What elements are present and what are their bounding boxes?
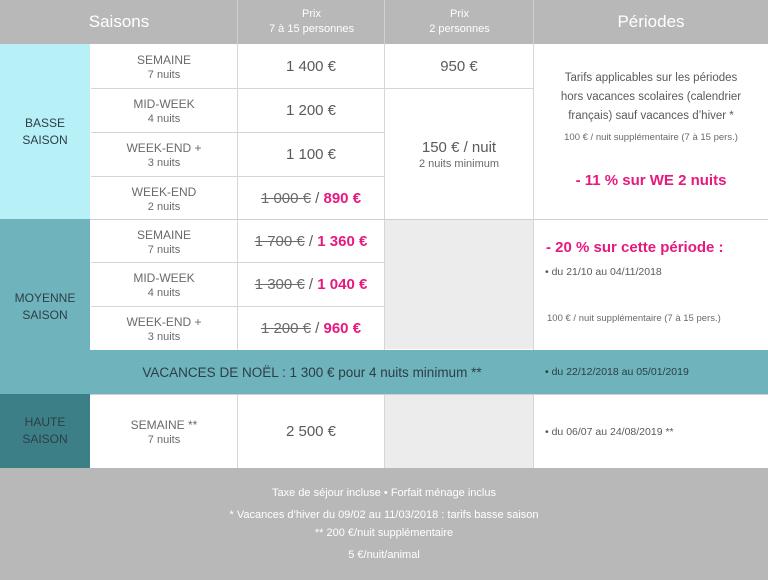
basse-row-2-label	[91, 89, 237, 132]
price-separator: /	[310, 189, 324, 207]
two-persons-semaine: 950 €	[385, 45, 533, 88]
old-price: 1 200 €	[260, 319, 311, 337]
footer-line-2: * Vacances d’hiver du 09/02 au 11/03/2018 : tarifs basse saison	[229, 509, 539, 521]
header-prix-sub: 7 à 15 personnes	[268, 23, 354, 35]
periods-moyenne-dates: • du 21/10 au 04/11/2018	[545, 266, 662, 278]
header-prix2-sub: 2 personnes	[429, 23, 490, 35]
row-label: SEMAINE	[136, 53, 191, 67]
row-label: WEEK-END	[131, 184, 197, 199]
col-divider	[533, 44, 534, 350]
old-price: 1 000 €	[260, 189, 311, 207]
moyenne-row-1-label	[91, 220, 237, 262]
old-price: 1 300 €	[254, 276, 305, 293]
footer-line-1: Taxe de séjour incluse • Forfait ménage inclus	[272, 487, 496, 499]
col-divider	[237, 44, 238, 350]
moyenne-row-2-price	[238, 263, 384, 306]
row-divider	[238, 132, 384, 133]
header-divider	[384, 0, 385, 44]
two-persons-moyenne-empty	[385, 220, 533, 349]
basse-row-2-price: 1 200 €	[238, 89, 384, 132]
noel-band	[90, 350, 534, 394]
haute-dates: • du 06/07 au 24/08/2019 **	[545, 425, 674, 438]
season-moyenne-line1: MOYENNE	[14, 290, 76, 305]
col-divider	[237, 394, 238, 468]
two-persons-haute-empty	[385, 395, 533, 468]
haute-row-label	[91, 395, 237, 468]
new-price: 1 360 €	[317, 232, 368, 250]
periods-basse-promo: - 11 % sur WE 2 nuits	[575, 172, 727, 189]
header-saisons: Saisons	[88, 12, 150, 31]
header-divider	[533, 0, 534, 44]
header-prix-label: Prix	[302, 8, 321, 20]
row-label: WEEK-END +	[126, 314, 202, 329]
section-divider	[90, 219, 768, 220]
noel-dates-cell	[534, 350, 768, 394]
row-divider	[385, 88, 533, 89]
periods-basse-text-1: Tarifs applicables sur les périodes	[564, 72, 738, 84]
row-sub: 7 nuits	[147, 434, 181, 446]
row-sub: 3 nuits	[147, 157, 181, 169]
noel-rest: pour 4 nuits minimum **	[334, 364, 482, 380]
price-separator: /	[304, 232, 318, 250]
col-divider	[384, 44, 385, 350]
season-basse-line2: SAISON	[22, 132, 68, 147]
new-price: 890 €	[323, 189, 362, 207]
two-persons-nuit-cell	[385, 89, 533, 219]
new-price: 1 040 €	[317, 276, 368, 293]
moyenne-row-2-label	[91, 263, 237, 306]
moyenne-row-3-label	[91, 307, 237, 349]
col-divider	[384, 394, 385, 468]
season-moyenne	[0, 219, 90, 394]
noel-dates: • du 22/12/2018 au 05/01/2019	[545, 366, 689, 378]
row-label: MID-WEEK	[133, 97, 195, 111]
section-divider	[90, 394, 768, 395]
haute-row-price: 2 500 €	[238, 395, 384, 468]
col-divider	[533, 394, 534, 468]
season-haute-line1: HAUTE	[24, 415, 66, 429]
header-prix2-label: Prix	[450, 8, 469, 20]
basse-row-3-price: 1 100 €	[238, 133, 384, 176]
periods-basse-extra: 100 € / nuit supplémentaire (7 à 15 pers.)	[564, 132, 738, 143]
price-separator: /	[310, 319, 324, 337]
moyenne-row-3-price	[238, 307, 384, 349]
periods-moyenne	[534, 220, 768, 349]
row-sub: 4 nuits	[147, 287, 181, 299]
footer-line-4: 5 €/nuit/animal	[348, 549, 420, 561]
header-prix2-group	[385, 0, 534, 44]
basse-row-4-price	[238, 177, 384, 219]
moyenne-row-1-price	[238, 220, 384, 262]
row-label: MID-WEEK	[133, 271, 195, 285]
season-basse	[0, 44, 90, 219]
row-label: SEMAINE **	[130, 418, 198, 432]
row-sub: 4 nuits	[147, 113, 181, 125]
basse-row-1-label	[91, 45, 237, 88]
periods-basse	[534, 45, 768, 219]
periods-basse-text-3: français) sauf vacances d’hiver *	[568, 110, 734, 122]
noel-title: VACANCES DE NOËL :	[142, 364, 290, 380]
old-price: 1 700 €	[254, 232, 305, 250]
season-haute-line2: SAISON	[22, 432, 68, 446]
season-basse-line1: BASSE	[24, 115, 65, 130]
noel-price: 1 300 €	[289, 364, 335, 380]
two-persons-nuit: 150 € / nuit	[421, 138, 497, 156]
basse-row-4-label	[91, 177, 237, 219]
periods-basse-text-2: hors vacances scolaires (calendrier	[560, 91, 742, 103]
row-label: WEEK-END +	[126, 141, 202, 155]
two-persons-minimum: 2 nuits minimum	[418, 157, 500, 170]
row-divider	[91, 132, 237, 133]
row-sub: 7 nuits	[147, 69, 181, 81]
periods-moyenne-promo: - 20 % sur cette période :	[546, 239, 724, 256]
header-prix-group	[238, 0, 385, 44]
periods-moyenne-extra: 100 € / nuit supplémentaire (7 à 15 pers.)	[547, 313, 721, 324]
season-haute	[0, 394, 90, 468]
basse-row-3-label	[91, 133, 237, 176]
price-separator: /	[304, 276, 318, 293]
header-divider	[237, 0, 238, 44]
row-label: SEMAINE	[136, 227, 191, 242]
row-sub: 2 nuits	[147, 200, 181, 213]
row-sub: 7 nuits	[147, 243, 181, 256]
row-sub: 3 nuits	[147, 330, 181, 343]
new-price: 960 €	[323, 319, 362, 337]
footer-line-3: ** 200 €/nuit supplémentaire	[314, 527, 454, 539]
basse-row-1-price: 1 400 €	[238, 45, 384, 88]
footer	[0, 468, 768, 580]
season-moyenne-line2: SAISON	[22, 307, 68, 322]
header-periodes: Périodes	[617, 12, 685, 31]
periods-haute	[534, 395, 768, 468]
